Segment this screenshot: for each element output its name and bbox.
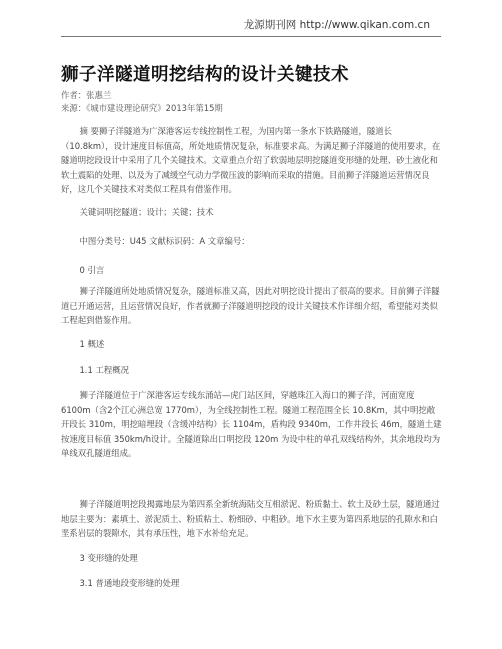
- abstract-paragraph: 摘 要狮子洋隧道为广深港客运专线控制性工程，为国内第一条水下铁路隧道，隧道长（10.8km），设计速度目标值高，所处地质情况复杂，标准要求高。为满足狮子洋隧道的使用要求，在隧道明挖段设计中采用了几个关键技术。文章重点介绍了软弱地层明挖隧道变形缝的处理、砂土液化和软土震陷的处理、以及为了减缓空气动力学微压波的影响而采取的措施。目前狮子洋隧道运营情况良好，这几个关键技术对类似工程具有借鉴作用。: [61, 126, 441, 194]
- section-heading-joint-normal: 3.1 普通地段变形缝的处理: [79, 578, 180, 588]
- site-header: 龙源期刊网 http://www.qikan.com.cn: [243, 19, 430, 31]
- section-heading-intro: 0 引言: [79, 265, 105, 275]
- section-heading-project: 1.1 工程概况: [79, 365, 129, 375]
- section-heading-joint: 3 变形缝的处理: [79, 553, 138, 563]
- keywords-line: 关键词明挖隧道；设计；关键；技术: [79, 207, 214, 217]
- project-paragraph-1: 狮子洋隧道位于广深港客运专线东涌站—虎门站区间，穿越珠江入海口的狮子洋，河面宽度 6100m（含2个江心洲总宽 1770m），为全线控制性工程。隧道工程范围全长 10.8Km，其中明挖敞开段长 310m，明挖暗埋段（含缓冲结构）长 1104m，盾构段 9340m，工作井段长 46m，隧道土建按速度目标值 350km/h设计。全隧道除出口明挖段 120m 为设中柱的单孔双线结构外，其余地段均为单线双孔隧道组成。: [61, 390, 442, 458]
- section-heading-overview: 1 概述: [79, 339, 105, 349]
- intro-paragraph: 狮子洋隧道所处地质情况复杂，隧道标准又高，因此对明挖设计提出了很高的要求。目前狮子洋隧道已开通运营，且运营情况良好，作者就狮子洋隧道明挖段的设计关键技术作详细介绍，希望能对类似工程起到借鉴作用。: [61, 286, 440, 325]
- project-paragraph-2: 狮子洋隧道明挖段揭露地层为第四系全新统海陆交互相淤泥、粉质黏土、软土及砂土层，隧道通过地层主要为：素填土、淤泥质土、粉质粘土、粉细砂、中粗砂。地下水主要为第四系地层的孔隙水和白垩系岩层的裂隙水，其有承压性，地下水补给充足。: [61, 499, 440, 538]
- article-title: 狮子洋隧道明挖结构的设计关键技术: [61, 65, 349, 85]
- author-line: 作者：张惠兰: [61, 90, 112, 100]
- classification-line: 中图分类号：U45 文献标识码：A 文章编号：: [79, 236, 250, 246]
- header-divider: [61, 36, 441, 37]
- source-line: 来源：《城市建设理论研究》2013年第15期: [61, 103, 223, 113]
